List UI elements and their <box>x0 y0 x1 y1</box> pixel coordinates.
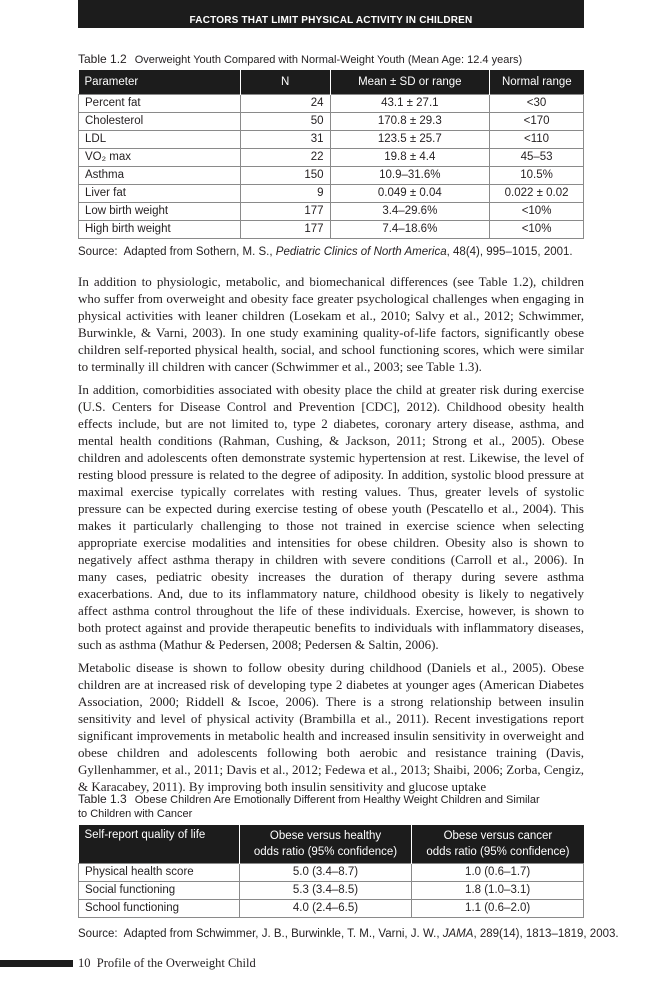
table-1-3 <box>78 825 584 918</box>
cell: <170 <box>490 112 584 130</box>
cell: 45–53 <box>490 148 584 166</box>
cell: Physical health score <box>79 863 240 881</box>
column-header: N <box>240 70 330 94</box>
table-row <box>79 112 584 130</box>
cell: 50 <box>240 112 330 130</box>
cell: 7.4–18.6% <box>330 220 490 238</box>
table-title-line-1: Obese Children Are Emotionally Different from Healthy Weight Children and Similar <box>134 794 540 806</box>
cell: 177 <box>240 202 330 220</box>
page-footer <box>78 955 256 971</box>
table-1-3-caption <box>78 792 584 821</box>
table-1-2-caption <box>78 52 522 67</box>
book-title: Profile of the Overweight Child <box>96 956 256 970</box>
cell: 1.0 (0.6–1.7) <box>412 863 584 881</box>
table-row <box>79 94 584 112</box>
running-header: FACTORS THAT LIMIT PHYSICAL ACTIVITY IN CHILDREN <box>78 0 584 28</box>
cell: <10% <box>490 202 584 220</box>
cell: High birth weight <box>79 220 241 238</box>
column-header <box>412 825 584 863</box>
table-header-row <box>79 70 584 94</box>
table-row <box>79 220 584 238</box>
column-header-line: odds ratio (95% confidence) <box>253 845 398 858</box>
source-label: Source: <box>78 928 118 940</box>
source-citation: , 48(4), 995–1015, 2001. <box>446 246 573 258</box>
table-1-2 <box>78 70 584 239</box>
cell: Cholesterol <box>79 112 241 130</box>
cell: 1.1 (0.6–2.0) <box>412 899 584 917</box>
cell: 10.9–31.6% <box>330 166 490 184</box>
cell: <30 <box>490 94 584 112</box>
source-text: Adapted from Sothern, M. S., <box>123 246 273 258</box>
column-header: Normal range <box>490 70 584 94</box>
cell: 4.0 (2.4–6.5) <box>239 899 412 917</box>
table-row <box>79 130 584 148</box>
cell: 5.3 (3.4–8.5) <box>239 881 412 899</box>
source-journal: JAMA <box>442 928 474 940</box>
source-text: Adapted from Schwimmer, J. B., Burwinkle, T. M., Varni, J. W., <box>123 928 440 940</box>
column-header-line: Obese versus healthy <box>269 829 382 842</box>
cell: 10.5% <box>490 166 584 184</box>
table-1-3-source <box>78 927 619 941</box>
body-text <box>78 273 584 801</box>
page-number: 10 <box>78 956 91 970</box>
column-header-line: Obese versus cancer <box>443 829 553 842</box>
table-row <box>79 148 584 166</box>
table-row <box>79 166 584 184</box>
cell: Social functioning <box>79 881 240 899</box>
table-row <box>79 202 584 220</box>
source-label: Source: <box>78 246 118 258</box>
table-label: Table 1.3 <box>78 792 127 806</box>
table-title-line-2: to Children with Cancer <box>78 808 193 820</box>
cell: 5.0 (3.4–8.7) <box>239 863 412 881</box>
table-label: Table 1.2 <box>78 52 127 66</box>
cell: 177 <box>240 220 330 238</box>
column-header: Self-report quality of life <box>79 825 240 863</box>
column-header: Parameter <box>79 70 241 94</box>
cell: Low birth weight <box>79 202 241 220</box>
cell: 150 <box>240 166 330 184</box>
cell: 19.8 ± 4.4 <box>330 148 490 166</box>
table-title: Overweight Youth Compared with Normal-Weight Youth (Mean Age: 12.4 years) <box>134 54 523 66</box>
cell: LDL <box>79 130 241 148</box>
source-journal: Pediatric Clinics of North America <box>275 246 447 258</box>
cell: <110 <box>490 130 584 148</box>
cell: Percent fat <box>79 94 241 112</box>
cell: 0.049 ± 0.04 <box>330 184 490 202</box>
cell: School functioning <box>79 899 240 917</box>
table-row <box>79 899 584 917</box>
column-header-line: odds ratio (95% confidence) <box>426 845 570 858</box>
cell: Asthma <box>79 166 241 184</box>
cell: VO₂ max <box>79 148 241 166</box>
cell: 31 <box>240 130 330 148</box>
cell: 9 <box>240 184 330 202</box>
cell: 1.8 (1.0–3.1) <box>412 881 584 899</box>
paragraph: Metabolic disease is shown to follow obesity during childhood (Daniels et al., 2005). Obese children are at increased risk of developing type 2 diabetes at younger ages (American Diabetes Association, 2000; Riddell & Iscoe, 2006). There is a strong relationship between insulin sensitivity and level of physical activity (Brambilla et al., 2011). Recent investigations report significant improvements in metabolic health and increased insulin sensitivity in overweight and obese children and adolescents following both aerobic and resistance training (Davis, Gyllenhammer, et al., 2011; Davis et al., 2012; Fedewa et al., 2013; Shaibi, 2006; Zorba, Cengiz, & Karacabey, 2011). By improving both insulin sensitivity and glucose uptake <box>78 660 584 794</box>
table-row <box>79 881 584 899</box>
source-citation: , 289(14), 1813–1819, 2003. <box>473 928 619 940</box>
table-1-2-source <box>78 245 573 259</box>
table-row <box>79 863 584 881</box>
column-header: Mean ± SD or range <box>330 70 490 94</box>
column-header <box>239 825 412 863</box>
table-header-row <box>79 825 584 863</box>
footer-bar <box>0 960 73 967</box>
cell: <10% <box>490 220 584 238</box>
cell: 3.4–29.6% <box>330 202 490 220</box>
paragraph: In addition, comorbidities associated with obesity place the child at greater risk during exercise (U.S. Centers for Disease Control and Prevention [CDC], 2012). Childhood obesity health effects include, but are not limited to, type 2 diabetes, coronary artery disease, asthma, and mental health conditions (Rahman, Cushing, & Jackson, 2011; Strong et al., 2005). Obese children and adolescents often demonstrate systemic hypertension at rest. Likewise, the level of resting blood pressure is related to the degree of adiposity. In addition, systolic blood pressure at maximal exercise typically correlates with resting values. Thus, greater levels of systolic pressure can be expected during exercise testing of obese youth (Pescatello et al., 2004). This makes it particularly challenging to those not trained in exercise science when selecting appropriate exercise modalities and intensities for obese children. Obesity also is shown to negatively affect asthma therapy in children with severe conditions (Carroll et al., 2006). In many cases, pediatric obesity increases the duration of therapy during severe asthma exacerbations. And, due to its inflammatory nature, childhood obesity is likely to negatively affect asthma control throughout the life of these individuals. Exercise, however, is shown to both protect against and provide therapeutic benefits to individuals with inflammatory diseases, such as asthma (Mathur & Pedersen, 2008; Pedersen & Saltin, 2006). <box>78 382 584 652</box>
cell: Liver fat <box>79 184 241 202</box>
table-row <box>79 184 584 202</box>
cell: 170.8 ± 29.3 <box>330 112 490 130</box>
cell: 43.1 ± 27.1 <box>330 94 490 112</box>
cell: 22 <box>240 148 330 166</box>
cell: 24 <box>240 94 330 112</box>
cell: 0.022 ± 0.02 <box>490 184 584 202</box>
cell: 123.5 ± 25.7 <box>330 130 490 148</box>
paragraph: In addition to physiologic, metabolic, and biomechanical differences (see Table 1.2), children who suffer from overweight and obesity face greater psychological challenges when engaging in physical activities with leaner children (Losekam et al., 2010; Salvy et al., 2012; Schwimmer, Burwinkle, & Varni, 2003). In one study examining quality-of-life factors, significantly obese children self-reported physical health, social, and school functioning scores, which were similar to terminally ill children with cancer (Schwimmer et al., 2003; see Table 1.3). <box>78 274 584 374</box>
